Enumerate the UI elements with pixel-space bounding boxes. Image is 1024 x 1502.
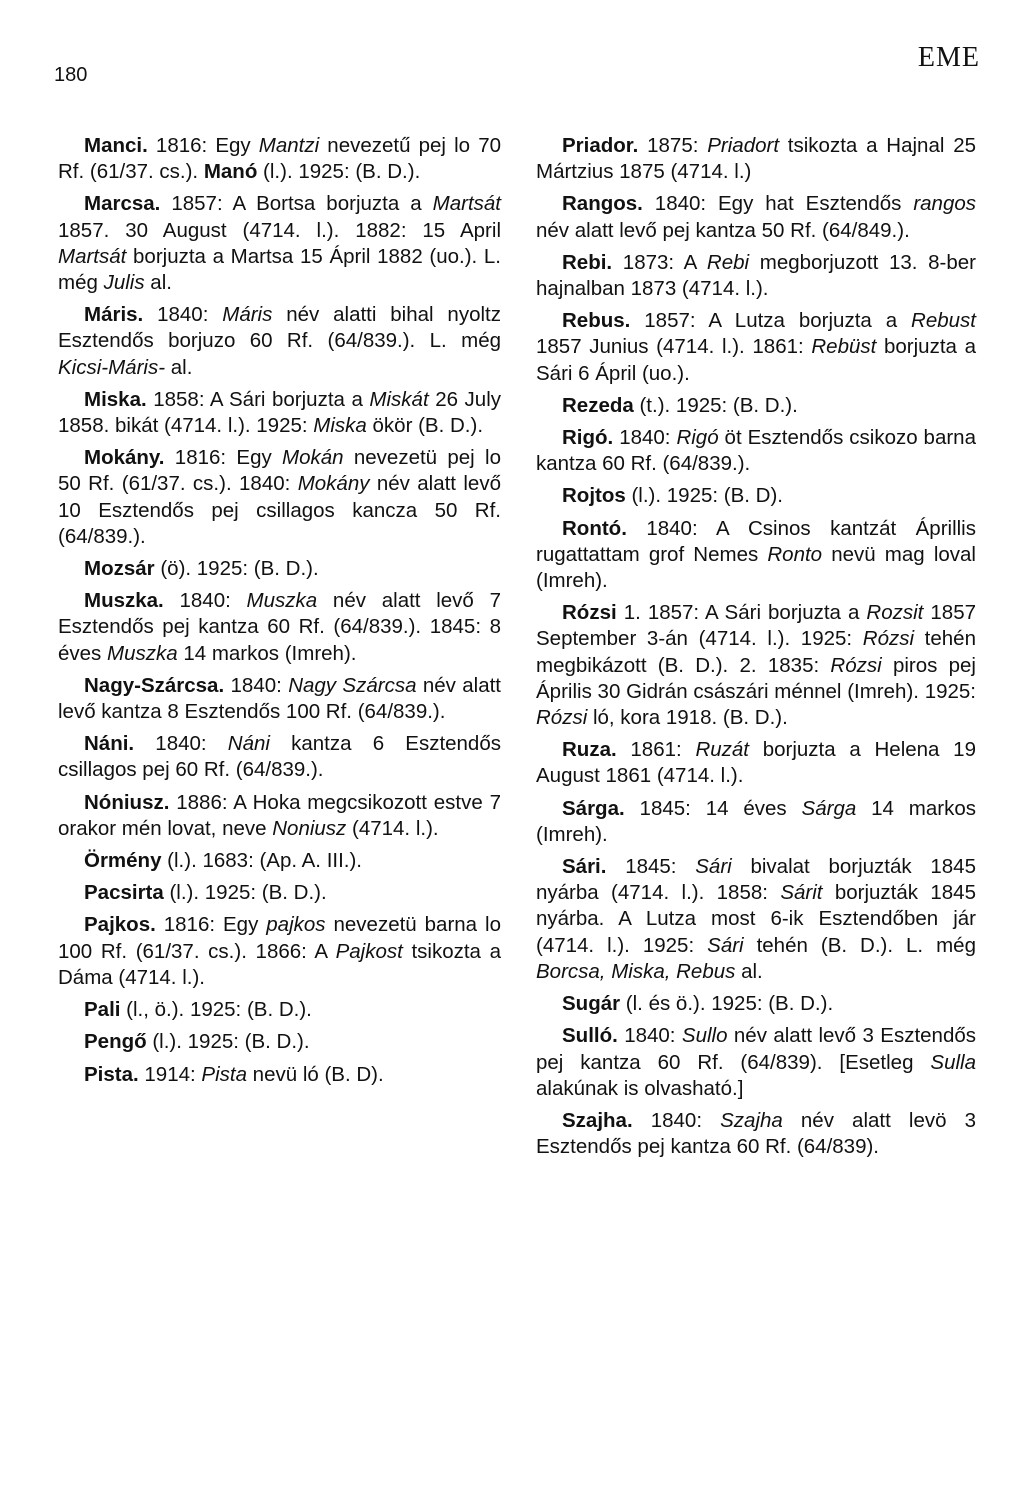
dictionary-entry: Rózsi 1. 1857: A Sári borjuzta a Rozsit 1857 September 3-án (4714. l.). 1925: Rózsi tehén megbikázott (B. D.). 2. 1835: Rózsi piros pej Április 30 Gidrán császári ménnel (Imreh). 1925: Rózsi ló, kora 1918. (B. D.). [536, 601, 976, 730]
dictionary-entry: Manci. 1816: Egy Mantzi nevezetű pej lo 70 Rf. (61/37. cs.). Manó (l.). 1925: (B. D.). [58, 134, 501, 184]
dictionary-entry: Rebi. 1873: A Rebi megborjuzott 13. 8-ber hajnalban 1873 (4714. l.). [536, 250, 976, 301]
dictionary-entry: Pengő (l.). 1925: (B. D.). [84, 1030, 310, 1054]
dictionary-entry: Nagy-Szárcsa. 1840: Nagy Szárcsa név alatt levő kantza 8 Esztendős 100 Rf. (64/839.). [58, 673, 502, 724]
dictionary-entry: Rigó. 1840: Rigó öt Esztendős csikozo barna kantza 60 Rf. (64/839.). [536, 426, 976, 476]
dictionary-entry: Máris. 1840: Máris név alatti bihal nyoltz Esztendős borjuzo 60 Rf. (64/839.). L. még Kicsi-Máris- al. [58, 303, 501, 379]
dictionary-entry: Marcsa. 1857: A Bortsa borjuzta a Martsát 1857. 30 August (4714. l.). 1882: 15 April Martsát borjuzta a Martsa 15 Ápril 1882 (uo.). L. még Julis al. [58, 192, 501, 295]
running-head: EME [917, 42, 980, 73]
dictionary-entry: Rangos. 1840: Egy hat Esztendős rangos név alatt levő pej kantza 50 Rf. (64/849.). [536, 192, 976, 242]
dictionary-entry: Rojtos (l.). 1925: (B. D). [562, 484, 783, 508]
dictionary-entry: Miska. 1858: A Sári borjuzta a Miskát 26 July 1858. bikát (4714. l.). 1925: Miska ökör (B. D.). [58, 387, 501, 438]
dictionary-entry: Szajha. 1840: Szajha név alatt levö 3 Esztendős pej kantza 60 Rf. (64/839). [536, 1108, 976, 1159]
dictionary-entry: Mozsár (ö). 1925: (B. D.). [84, 557, 319, 581]
dictionary-entry: Náni. 1840: Náni kantza 6 Esztendős csillagos pej 60 Rf. (64/839.). [58, 732, 501, 782]
dictionary-entry: Mokány. 1816: Egy Mokán nevezetü pej lo 50 Rf. (61/37. cs.). 1840: Mokány név alatt levő 10 Esztendős pej csillagos kancza 50 Rf. (64/839.). [58, 446, 501, 548]
dictionary-entry: Ruza. 1861: Ruzát borjuzta a Helena 19 August 1861 (4714. l.). [536, 738, 976, 788]
dictionary-entry: Rontó. 1840: A Csinos kantzát Áprillis rugattattam grof Nemes Ronto nevü mag loval (Imreh). [536, 516, 976, 593]
dictionary-entry: Örmény (l.). 1683: (Ap. A. III.). [84, 849, 362, 873]
dictionary-entry: Sári. 1845: Sári bivalat borjuzták 1845 nyárba (4714. l.). 1858: Sárit borjuzták 1845 nyárba. A Lutza most 6-ik Esztendőben jár (4714. l.). 1925: Sári tehén (B. D.). L. még Borcsa, Miska, Rebus al. [536, 855, 976, 983]
dictionary-entry: Rezeda (t.). 1925: (B. D.). [562, 393, 798, 417]
dictionary-entry: Nóniusz. 1886: A Hoka megcsikozott estve 7 orakor mén lovat, neve Noniusz (4714. l.). [58, 790, 501, 840]
dictionary-entry: Pacsirta (l.). 1925: (B. D.). [84, 881, 327, 905]
page-number: 180 [54, 64, 88, 86]
left-column [58, 133, 501, 1094]
dictionary-entry: Sárga. 1845: 14 éves Sárga 14 markos (Imreh). [536, 796, 977, 846]
dictionary-entry: Pista. 1914: Pista nevü ló (B. D). [84, 1062, 384, 1086]
dictionary-entry: Pali (l., ö.). 1925: (B. D.). [84, 998, 312, 1022]
right-column [536, 133, 976, 1166]
dictionary-entry: Muszka. 1840: Muszka név alatt levő 7 Esztendős pej kantza 60 Rf. (64/839.). 1845: 8 éves Muszka 14 markos (Imreh). [58, 589, 501, 665]
dictionary-entry: Pajkos. 1816: Egy pajkos nevezetü barna lo 100 Rf. (61/37. cs.). 1866: A Pajkost tsikozta a Dáma (4714. l.). [58, 913, 501, 989]
dictionary-entry: Rebus. 1857: A Lutza borjuzta a Rebust 1857 Junius (4714. l.). 1861: Rebüst borjuzta a Sári 6 Ápril (uo.). [536, 309, 976, 385]
dictionary-entry: Priador. 1875: Priadort tsikozta a Hajnal 25 Mártzius 1875 (4714. l.) [536, 134, 976, 184]
dictionary-entry: Sulló. 1840: Sullo név alatt levő 3 Esztendős pej kantza 60 Rf. (64/839). [Esetleg Sulla alakúnak is olvasható.] [536, 1024, 976, 1100]
dictionary-entry: Sugár (l. és ö.). 1925: (B. D.). [562, 992, 834, 1016]
